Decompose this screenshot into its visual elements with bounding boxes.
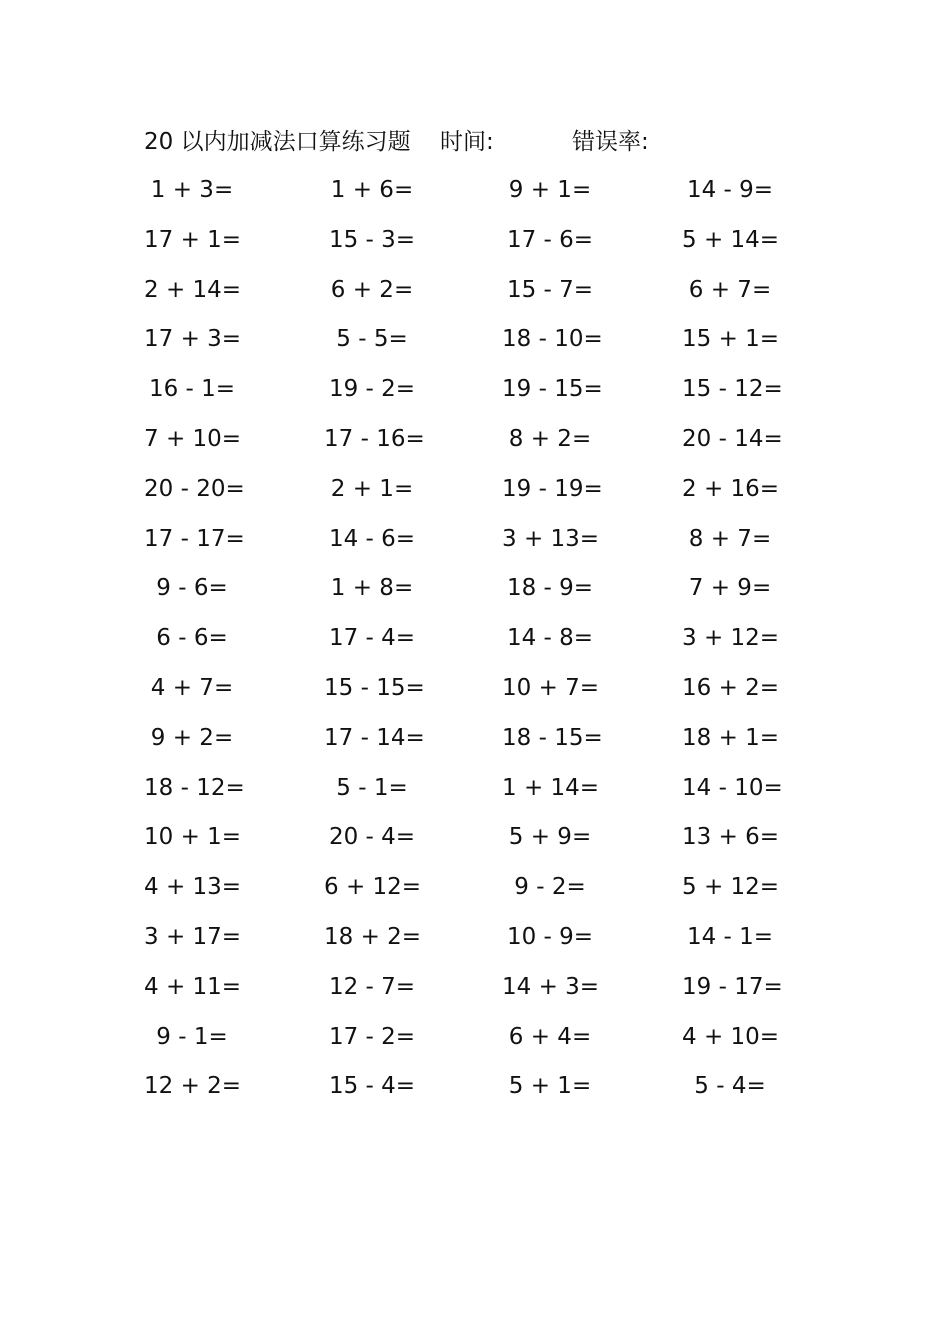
- problem-cell: 17 - 17=: [144, 525, 245, 552]
- problem-cell: 1 + 14=: [502, 774, 600, 801]
- problem-cell: 15 - 12=: [682, 376, 783, 403]
- problem-cell: 9 + 2=: [150, 724, 234, 751]
- problem-cell: 18 + 1=: [682, 724, 780, 751]
- problem-row: [144, 614, 824, 664]
- problem-cell: 19 - 15=: [502, 376, 603, 403]
- time-label: 时间:: [440, 129, 494, 155]
- problem-cell: 17 - 16=: [324, 425, 425, 452]
- problem-cell: 6 + 2=: [330, 276, 414, 303]
- problem-cell: 7 + 9=: [688, 575, 772, 602]
- problem-row: [144, 365, 824, 415]
- problem-cell: 7 + 10=: [144, 425, 242, 452]
- problem-cell: 17 - 6=: [506, 226, 594, 253]
- problem-cell: 13 + 6=: [682, 824, 780, 851]
- problem-cell: 18 + 2=: [324, 923, 422, 950]
- problem-cell: 2 + 16=: [682, 475, 780, 502]
- problem-cell: 8 + 2=: [508, 425, 592, 452]
- problem-cell: 5 - 5=: [336, 326, 408, 353]
- problem-cell: 18 - 15=: [502, 724, 603, 751]
- problem-row: [144, 963, 824, 1013]
- problem-cell: 20 - 14=: [682, 425, 783, 452]
- problem-cell: 1 + 8=: [330, 575, 414, 602]
- problem-cell: 14 + 3=: [502, 973, 600, 1000]
- problem-row: [144, 1013, 824, 1063]
- problem-row: [144, 764, 824, 814]
- problem-cell: 1 + 3=: [150, 177, 234, 203]
- problem-cell: 6 + 4=: [508, 1023, 592, 1050]
- problem-cell: 10 + 1=: [144, 824, 242, 851]
- problem-cell: 19 - 17=: [682, 973, 783, 1000]
- problem-row: [144, 813, 824, 863]
- problem-cell: 17 + 3=: [144, 326, 242, 353]
- problem-row: [144, 913, 824, 963]
- problem-row: [144, 415, 824, 465]
- problem-cell: 3 + 17=: [144, 923, 242, 950]
- problem-cell: 14 - 10=: [682, 774, 783, 801]
- problem-row: [144, 266, 824, 316]
- problem-grid: [144, 166, 824, 1112]
- problem-row: [144, 515, 824, 565]
- problem-cell: 8 + 7=: [688, 525, 772, 552]
- problem-row: [144, 216, 824, 266]
- problem-row: [144, 714, 824, 764]
- problem-cell: 17 - 2=: [328, 1023, 416, 1050]
- problem-row: [144, 664, 824, 714]
- problem-cell: 4 + 13=: [144, 874, 242, 901]
- problem-cell: 1 + 6=: [330, 177, 414, 203]
- problem-cell: 9 - 1=: [156, 1023, 228, 1050]
- problem-cell: 5 - 1=: [336, 774, 408, 801]
- problem-row: [144, 315, 824, 365]
- problem-cell: 5 - 4=: [694, 1073, 766, 1100]
- problem-cell: 14 - 6=: [328, 525, 416, 552]
- problem-cell: 4 + 11=: [144, 973, 242, 1000]
- problem-cell: 20 - 20=: [144, 475, 245, 502]
- problem-row: [144, 465, 824, 515]
- problem-cell: 4 + 10=: [682, 1023, 780, 1050]
- problem-cell: 19 - 19=: [502, 475, 603, 502]
- problem-cell: 9 - 2=: [514, 874, 586, 901]
- problem-cell: 16 - 1=: [148, 376, 236, 403]
- problem-cell: 15 - 7=: [506, 276, 594, 303]
- error-rate-label: 错误率:: [572, 129, 649, 155]
- problem-cell: 12 - 7=: [328, 973, 416, 1000]
- problem-cell: 5 + 9=: [508, 824, 592, 851]
- problem-cell: 2 + 14=: [144, 276, 242, 303]
- problem-cell: 10 - 9=: [506, 923, 594, 950]
- problem-cell: 14 - 8=: [506, 625, 594, 652]
- problem-cell: 6 - 6=: [156, 625, 228, 652]
- problem-cell: 14 - 9=: [686, 177, 774, 203]
- problem-cell: 16 + 2=: [682, 674, 780, 701]
- worksheet-title: 20 以内加减法口算练习题: [144, 129, 411, 155]
- problem-cell: 18 - 10=: [502, 326, 603, 353]
- problem-cell: 20 - 4=: [328, 824, 416, 851]
- problem-cell: 18 - 12=: [144, 774, 245, 801]
- problem-cell: 10 + 7=: [502, 674, 600, 701]
- problem-cell: 5 + 12=: [682, 874, 780, 901]
- problem-cell: 4 + 7=: [150, 674, 234, 701]
- problem-row: [144, 863, 824, 913]
- problem-row: [144, 564, 824, 614]
- problem-cell: 15 + 1=: [682, 326, 780, 353]
- problem-cell: 15 - 3=: [328, 226, 416, 253]
- problem-row: [144, 1062, 824, 1112]
- problem-cell: 9 - 6=: [156, 575, 228, 602]
- worksheet-header: [144, 124, 844, 160]
- problem-cell: 6 + 12=: [324, 874, 422, 901]
- problem-cell: 17 - 14=: [324, 724, 425, 751]
- problem-cell: 6 + 7=: [688, 276, 772, 303]
- problem-cell: 17 + 1=: [144, 226, 242, 253]
- problem-cell: 5 + 1=: [508, 1073, 592, 1100]
- problem-cell: 5 + 14=: [682, 226, 780, 253]
- problem-cell: 17 - 4=: [328, 625, 416, 652]
- problem-cell: 18 - 9=: [506, 575, 594, 602]
- problem-cell: 12 + 2=: [144, 1073, 242, 1100]
- problem-cell: 3 + 12=: [682, 625, 780, 652]
- problem-cell: 3 + 13=: [502, 525, 600, 552]
- problem-cell: 9 + 1=: [508, 177, 592, 203]
- problem-cell: 14 - 1=: [686, 923, 774, 950]
- problem-cell: 15 - 4=: [328, 1073, 416, 1100]
- problem-cell: 2 + 1=: [330, 475, 414, 502]
- problem-cell: 15 - 15=: [324, 674, 425, 701]
- problem-row: [144, 166, 824, 216]
- problem-cell: 19 - 2=: [328, 376, 416, 403]
